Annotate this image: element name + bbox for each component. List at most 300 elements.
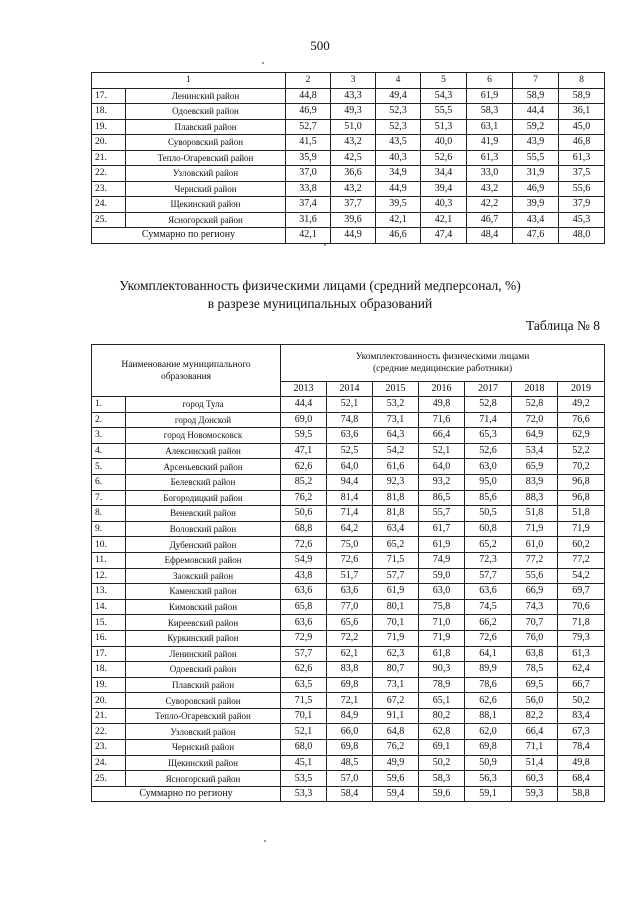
table-staffing-nurses bbox=[91, 344, 605, 802]
municipality-name: Кимовский район bbox=[126, 599, 281, 615]
value-cell: 74,5 bbox=[465, 599, 512, 615]
row-number: 19. bbox=[92, 677, 126, 693]
value-cell: 72,0 bbox=[512, 412, 558, 428]
row-number: 4. bbox=[92, 443, 126, 459]
value-cell: 52,3 bbox=[376, 119, 421, 135]
value-cell: 72,6 bbox=[465, 630, 512, 646]
value-cell: 42,5 bbox=[331, 150, 376, 166]
value-cell: 62,1 bbox=[327, 646, 373, 662]
value-cell: 40,3 bbox=[421, 197, 467, 213]
row-number: 7. bbox=[92, 490, 126, 506]
value-cell: 70,7 bbox=[512, 615, 558, 631]
value-cell: 66,2 bbox=[465, 615, 512, 631]
value-cell: 61,9 bbox=[419, 537, 465, 553]
row-number: 19. bbox=[92, 119, 126, 135]
value-cell: 90,3 bbox=[419, 662, 465, 678]
value-cell: 80,2 bbox=[419, 708, 465, 724]
row-number: 6. bbox=[92, 474, 126, 490]
table-row bbox=[92, 474, 605, 490]
municipality-name: Суворовский район bbox=[126, 693, 281, 709]
value-cell: 70,1 bbox=[281, 708, 327, 724]
value-cell: 52,6 bbox=[465, 443, 512, 459]
table-row bbox=[92, 166, 605, 182]
value-cell: 69,8 bbox=[327, 740, 373, 756]
table-row bbox=[92, 755, 605, 771]
municipality-name: Арсеньевский район bbox=[126, 459, 281, 475]
value-cell: 73,1 bbox=[373, 677, 419, 693]
value-cell: 95,0 bbox=[465, 474, 512, 490]
row-number: 21. bbox=[92, 150, 126, 166]
municipality-name: Белевский район bbox=[126, 474, 281, 490]
municipality-name: Щекинский район bbox=[126, 197, 286, 213]
value-cell: 54,3 bbox=[421, 88, 467, 104]
table-row bbox=[92, 568, 605, 584]
value-cell: 43,4 bbox=[513, 212, 559, 228]
value-cell: 66,4 bbox=[512, 724, 558, 740]
value-cell: 77,0 bbox=[327, 599, 373, 615]
value-cell: 93,2 bbox=[419, 474, 465, 490]
value-cell: 57,7 bbox=[465, 568, 512, 584]
table-row bbox=[92, 490, 605, 506]
value-cell: 63,6 bbox=[281, 584, 327, 600]
municipality-name: Веневский район bbox=[126, 506, 281, 522]
row-number: 22. bbox=[92, 166, 126, 182]
value-cell: 72,6 bbox=[327, 552, 373, 568]
value-cell: 58,3 bbox=[419, 771, 465, 787]
value-cell: 65,1 bbox=[419, 693, 465, 709]
value-cell: 43,5 bbox=[376, 135, 421, 151]
value-cell: 43,9 bbox=[513, 135, 559, 151]
value-cell: 49,8 bbox=[419, 397, 465, 413]
value-cell: 83,9 bbox=[512, 474, 558, 490]
total-value-cell: 47,6 bbox=[513, 228, 559, 244]
municipality-name: Богородицкий район bbox=[126, 490, 281, 506]
value-cell: 44,9 bbox=[376, 181, 421, 197]
value-cell: 85,6 bbox=[465, 490, 512, 506]
value-cell: 78,4 bbox=[558, 740, 605, 756]
column-number-header: 4 bbox=[376, 73, 421, 89]
total-value-cell: 48,0 bbox=[559, 228, 605, 244]
value-cell: 37,5 bbox=[559, 166, 605, 182]
table-row bbox=[92, 104, 605, 120]
value-cell: 75,8 bbox=[419, 599, 465, 615]
municipality-name: Узловский район bbox=[126, 166, 286, 182]
value-cell: 71,8 bbox=[558, 615, 605, 631]
row-number: 16. bbox=[92, 630, 126, 646]
value-cell: 55,7 bbox=[419, 506, 465, 522]
value-cell: 71,6 bbox=[419, 412, 465, 428]
value-cell: 60,3 bbox=[512, 771, 558, 787]
value-cell: 55,5 bbox=[421, 104, 467, 120]
value-cell: 60,2 bbox=[558, 537, 605, 553]
value-cell: 71,9 bbox=[419, 630, 465, 646]
value-cell: 69,8 bbox=[465, 740, 512, 756]
value-cell: 34,9 bbox=[376, 166, 421, 182]
value-cell: 83,4 bbox=[558, 708, 605, 724]
value-cell: 61,6 bbox=[373, 459, 419, 475]
value-cell: 52,5 bbox=[327, 443, 373, 459]
municipality-name: город Тула bbox=[126, 397, 281, 413]
value-cell: 57,7 bbox=[281, 646, 327, 662]
value-cell: 89,9 bbox=[465, 662, 512, 678]
value-cell: 62,6 bbox=[281, 459, 327, 475]
value-cell: 56,3 bbox=[465, 771, 512, 787]
value-cell: 63,8 bbox=[512, 646, 558, 662]
value-cell: 52,8 bbox=[512, 397, 558, 413]
table-row bbox=[92, 599, 605, 615]
value-cell: 50,2 bbox=[558, 693, 605, 709]
value-cell: 76,2 bbox=[281, 490, 327, 506]
row-number: 13. bbox=[92, 584, 126, 600]
value-cell: 36,1 bbox=[559, 104, 605, 120]
value-cell: 63,6 bbox=[465, 584, 512, 600]
value-cell: 64,0 bbox=[419, 459, 465, 475]
value-cell: 51,8 bbox=[558, 506, 605, 522]
value-cell: 66,4 bbox=[419, 428, 465, 444]
row-number: 17. bbox=[92, 88, 126, 104]
value-cell: 40,0 bbox=[421, 135, 467, 151]
total-value-cell: 42,1 bbox=[286, 228, 331, 244]
value-cell: 31,9 bbox=[513, 166, 559, 182]
value-cell: 55,5 bbox=[513, 150, 559, 166]
value-cell: 71,1 bbox=[512, 740, 558, 756]
table-row bbox=[92, 708, 605, 724]
table-row bbox=[92, 150, 605, 166]
section-subtitle: в разрезе муниципальных образований bbox=[207, 296, 433, 311]
table-row bbox=[92, 615, 605, 631]
column-header-group bbox=[281, 345, 605, 382]
value-cell: 54,2 bbox=[558, 568, 605, 584]
value-cell: 81,8 bbox=[373, 490, 419, 506]
value-cell: 33,8 bbox=[286, 181, 331, 197]
value-cell: 67,2 bbox=[373, 693, 419, 709]
total-value-cell: 59,1 bbox=[465, 786, 512, 802]
value-cell: 64,8 bbox=[373, 724, 419, 740]
value-cell: 74,3 bbox=[512, 599, 558, 615]
municipality-name: Одоевский район bbox=[126, 662, 281, 678]
table-row bbox=[92, 724, 605, 740]
total-value-cell: 59,6 bbox=[419, 786, 465, 802]
value-cell: 88,1 bbox=[465, 708, 512, 724]
value-cell: 50,5 bbox=[465, 506, 512, 522]
value-cell: 51,8 bbox=[512, 506, 558, 522]
value-cell: 46,7 bbox=[467, 212, 513, 228]
value-cell: 85,2 bbox=[281, 474, 327, 490]
value-cell: 62,4 bbox=[558, 662, 605, 678]
value-cell: 65,3 bbox=[465, 428, 512, 444]
value-cell: 94,4 bbox=[327, 474, 373, 490]
table-row bbox=[92, 677, 605, 693]
value-cell: 75,0 bbox=[327, 537, 373, 553]
value-cell: 51,3 bbox=[421, 119, 467, 135]
value-cell: 59,5 bbox=[281, 428, 327, 444]
total-value-cell: 58,8 bbox=[558, 786, 605, 802]
year-header: 2017 bbox=[465, 382, 512, 397]
value-cell: 76,6 bbox=[558, 412, 605, 428]
value-cell: 49,4 bbox=[376, 88, 421, 104]
value-cell: 67,3 bbox=[558, 724, 605, 740]
row-number: 23. bbox=[92, 181, 126, 197]
year-header: 2016 bbox=[419, 382, 465, 397]
municipality-name: Узловский район bbox=[126, 724, 281, 740]
value-cell: 52,1 bbox=[281, 724, 327, 740]
value-cell: 69,0 bbox=[281, 412, 327, 428]
value-cell: 61,3 bbox=[467, 150, 513, 166]
value-cell: 69,7 bbox=[558, 584, 605, 600]
year-header: 2013 bbox=[281, 382, 327, 397]
municipality-name: Ленинский район bbox=[126, 646, 281, 662]
value-cell: 71,0 bbox=[419, 615, 465, 631]
total-label: Суммарно по региону bbox=[92, 786, 281, 802]
column-number-header: 3 bbox=[331, 73, 376, 89]
value-cell: 72,6 bbox=[281, 537, 327, 553]
row-number: 2. bbox=[92, 412, 126, 428]
table-row bbox=[92, 135, 605, 151]
row-number: 24. bbox=[92, 197, 126, 213]
total-value-cell: 44,9 bbox=[331, 228, 376, 244]
total-value-cell: 46,6 bbox=[376, 228, 421, 244]
value-cell: 44,4 bbox=[281, 397, 327, 413]
value-cell: 59,6 bbox=[373, 771, 419, 787]
scan-speck bbox=[262, 62, 264, 64]
value-cell: 51,7 bbox=[327, 568, 373, 584]
value-cell: 66,0 bbox=[327, 724, 373, 740]
value-cell: 72,2 bbox=[327, 630, 373, 646]
value-cell: 37,4 bbox=[286, 197, 331, 213]
municipality-name: Ефремовский район bbox=[126, 552, 281, 568]
value-cell: 52,7 bbox=[286, 119, 331, 135]
value-cell: 39,5 bbox=[376, 197, 421, 213]
value-cell: 41,5 bbox=[286, 135, 331, 151]
value-cell: 35,9 bbox=[286, 150, 331, 166]
municipality-name: Щекинский район bbox=[126, 755, 281, 771]
value-cell: 59,0 bbox=[419, 568, 465, 584]
value-cell: 92,3 bbox=[373, 474, 419, 490]
total-row bbox=[92, 228, 605, 244]
value-cell: 74,9 bbox=[419, 552, 465, 568]
value-cell: 36,6 bbox=[331, 166, 376, 182]
value-cell: 78,6 bbox=[465, 677, 512, 693]
value-cell: 46,9 bbox=[286, 104, 331, 120]
value-cell: 45,1 bbox=[281, 755, 327, 771]
value-cell: 40,3 bbox=[376, 150, 421, 166]
table-label: Таблица № 8 bbox=[526, 318, 600, 333]
value-cell: 42,1 bbox=[376, 212, 421, 228]
table-row bbox=[92, 537, 605, 553]
value-cell: 45,0 bbox=[559, 119, 605, 135]
value-cell: 68,8 bbox=[281, 521, 327, 537]
value-cell: 48,5 bbox=[327, 755, 373, 771]
value-cell: 37,9 bbox=[559, 197, 605, 213]
value-cell: 63,0 bbox=[419, 584, 465, 600]
value-cell: 39,4 bbox=[421, 181, 467, 197]
value-cell: 66,9 bbox=[512, 584, 558, 600]
value-cell: 51,0 bbox=[331, 119, 376, 135]
value-cell: 65,2 bbox=[373, 537, 419, 553]
value-cell: 64,2 bbox=[327, 521, 373, 537]
row-number: 24. bbox=[92, 755, 126, 771]
value-cell: 63,4 bbox=[373, 521, 419, 537]
value-cell: 50,6 bbox=[281, 506, 327, 522]
row-number: 25. bbox=[92, 212, 126, 228]
row-number: 22. bbox=[92, 724, 126, 740]
value-cell: 41,9 bbox=[467, 135, 513, 151]
row-number: 12. bbox=[92, 568, 126, 584]
value-cell: 64,3 bbox=[373, 428, 419, 444]
row-number: 21. bbox=[92, 708, 126, 724]
total-value-cell: 59,4 bbox=[373, 786, 419, 802]
value-cell: 64,9 bbox=[512, 428, 558, 444]
scan-speck bbox=[264, 840, 266, 842]
value-cell: 60,8 bbox=[465, 521, 512, 537]
column-header-municipality: Наименование муниципального образования bbox=[92, 345, 281, 397]
value-cell: 70,6 bbox=[558, 599, 605, 615]
value-cell: 53,2 bbox=[373, 397, 419, 413]
total-value-cell: 58,4 bbox=[327, 786, 373, 802]
value-cell: 42,1 bbox=[421, 212, 467, 228]
value-cell: 64,1 bbox=[465, 646, 512, 662]
total-label: Суммарно по региону bbox=[92, 228, 286, 244]
table-row bbox=[92, 181, 605, 197]
value-cell: 72,3 bbox=[465, 552, 512, 568]
value-cell: 47,1 bbox=[281, 443, 327, 459]
value-cell: 78,9 bbox=[419, 677, 465, 693]
value-cell: 73,1 bbox=[373, 412, 419, 428]
value-cell: 43,3 bbox=[331, 88, 376, 104]
section-title: Укомплектованность физическими лицами (средний медперсонал, %) bbox=[119, 278, 521, 293]
total-row bbox=[92, 786, 605, 802]
value-cell: 62,6 bbox=[281, 662, 327, 678]
value-cell: 80,7 bbox=[373, 662, 419, 678]
value-cell: 55,6 bbox=[512, 568, 558, 584]
value-cell: 62,9 bbox=[558, 428, 605, 444]
value-cell: 63,6 bbox=[327, 428, 373, 444]
row-number: 15. bbox=[92, 615, 126, 631]
table-row bbox=[92, 428, 605, 444]
table-row bbox=[92, 119, 605, 135]
table-row bbox=[92, 412, 605, 428]
value-cell: 49,2 bbox=[558, 397, 605, 413]
row-number: 20. bbox=[92, 135, 126, 151]
value-cell: 56,0 bbox=[512, 693, 558, 709]
value-cell: 69,8 bbox=[327, 677, 373, 693]
value-cell: 76,0 bbox=[512, 630, 558, 646]
value-cell: 65,6 bbox=[327, 615, 373, 631]
value-cell: 84,9 bbox=[327, 708, 373, 724]
value-cell: 44,8 bbox=[286, 88, 331, 104]
value-cell: 69,5 bbox=[512, 677, 558, 693]
table-row bbox=[92, 693, 605, 709]
scan-speck bbox=[324, 244, 326, 246]
value-cell: 91,1 bbox=[373, 708, 419, 724]
value-cell: 42,2 bbox=[467, 197, 513, 213]
value-cell: 52,6 bbox=[421, 150, 467, 166]
municipality-name: Плавский район bbox=[126, 119, 286, 135]
column-number-header: 8 bbox=[559, 73, 605, 89]
municipality-name: Чернский район bbox=[126, 740, 281, 756]
value-cell: 96,8 bbox=[558, 490, 605, 506]
value-cell: 69,1 bbox=[419, 740, 465, 756]
value-cell: 61,8 bbox=[419, 646, 465, 662]
value-cell: 86,5 bbox=[419, 490, 465, 506]
total-value-cell: 47,4 bbox=[421, 228, 467, 244]
municipality-name: Воловский район bbox=[126, 521, 281, 537]
column-number-header: 1 bbox=[92, 73, 286, 89]
value-cell: 52,8 bbox=[465, 397, 512, 413]
table-row bbox=[92, 662, 605, 678]
column-header-group-line2: (средние медицинские работники) bbox=[372, 364, 513, 374]
value-cell: 72,9 bbox=[281, 630, 327, 646]
value-cell: 71,5 bbox=[281, 693, 327, 709]
value-cell: 58,9 bbox=[559, 88, 605, 104]
value-cell: 52,3 bbox=[376, 104, 421, 120]
value-cell: 68,4 bbox=[558, 771, 605, 787]
table-row bbox=[92, 521, 605, 537]
table-row bbox=[92, 212, 605, 228]
column-header-group-line1: Укомплектованность физическими лицами bbox=[355, 352, 530, 362]
municipality-name: Плавский район bbox=[126, 677, 281, 693]
value-cell: 57,7 bbox=[373, 568, 419, 584]
row-number: 14. bbox=[92, 599, 126, 615]
municipality-name: Одоевский район bbox=[126, 104, 286, 120]
value-cell: 49,8 bbox=[558, 755, 605, 771]
table-row bbox=[92, 197, 605, 213]
value-cell: 82,2 bbox=[512, 708, 558, 724]
table-row bbox=[92, 443, 605, 459]
value-cell: 55,6 bbox=[559, 181, 605, 197]
municipality-name: Чернский район bbox=[126, 181, 286, 197]
table-row bbox=[92, 771, 605, 787]
row-number: 8. bbox=[92, 506, 126, 522]
row-number: 3. bbox=[92, 428, 126, 444]
value-cell: 43,2 bbox=[331, 135, 376, 151]
value-cell: 45,3 bbox=[559, 212, 605, 228]
municipality-name: Куркинский район bbox=[126, 630, 281, 646]
value-cell: 76,2 bbox=[373, 740, 419, 756]
value-cell: 43,2 bbox=[467, 181, 513, 197]
row-number: 11. bbox=[92, 552, 126, 568]
value-cell: 77,2 bbox=[558, 552, 605, 568]
page-number: 500 bbox=[310, 38, 330, 53]
municipality-name: Киреевский район bbox=[126, 615, 281, 631]
value-cell: 70,1 bbox=[373, 615, 419, 631]
municipality-name: город Новомосковск bbox=[126, 428, 281, 444]
row-number: 25. bbox=[92, 771, 126, 787]
column-number-header: 5 bbox=[421, 73, 467, 89]
value-cell: 64,0 bbox=[327, 459, 373, 475]
value-cell: 46,8 bbox=[559, 135, 605, 151]
value-cell: 62,3 bbox=[373, 646, 419, 662]
value-cell: 37,7 bbox=[331, 197, 376, 213]
table-row bbox=[92, 459, 605, 475]
value-cell: 79,3 bbox=[558, 630, 605, 646]
value-cell: 80,1 bbox=[373, 599, 419, 615]
value-cell: 74,8 bbox=[327, 412, 373, 428]
value-cell: 61,9 bbox=[373, 584, 419, 600]
value-cell: 61,0 bbox=[512, 537, 558, 553]
value-cell: 61,7 bbox=[419, 521, 465, 537]
value-cell: 62,8 bbox=[419, 724, 465, 740]
value-cell: 39,6 bbox=[331, 212, 376, 228]
value-cell: 31,6 bbox=[286, 212, 331, 228]
municipality-name: Ясногорский район bbox=[126, 771, 281, 787]
value-cell: 62,6 bbox=[465, 693, 512, 709]
year-header: 2019 bbox=[558, 382, 605, 397]
year-header: 2014 bbox=[327, 382, 373, 397]
value-cell: 37,0 bbox=[286, 166, 331, 182]
column-number-header: 7 bbox=[513, 73, 559, 89]
value-cell: 54,2 bbox=[373, 443, 419, 459]
